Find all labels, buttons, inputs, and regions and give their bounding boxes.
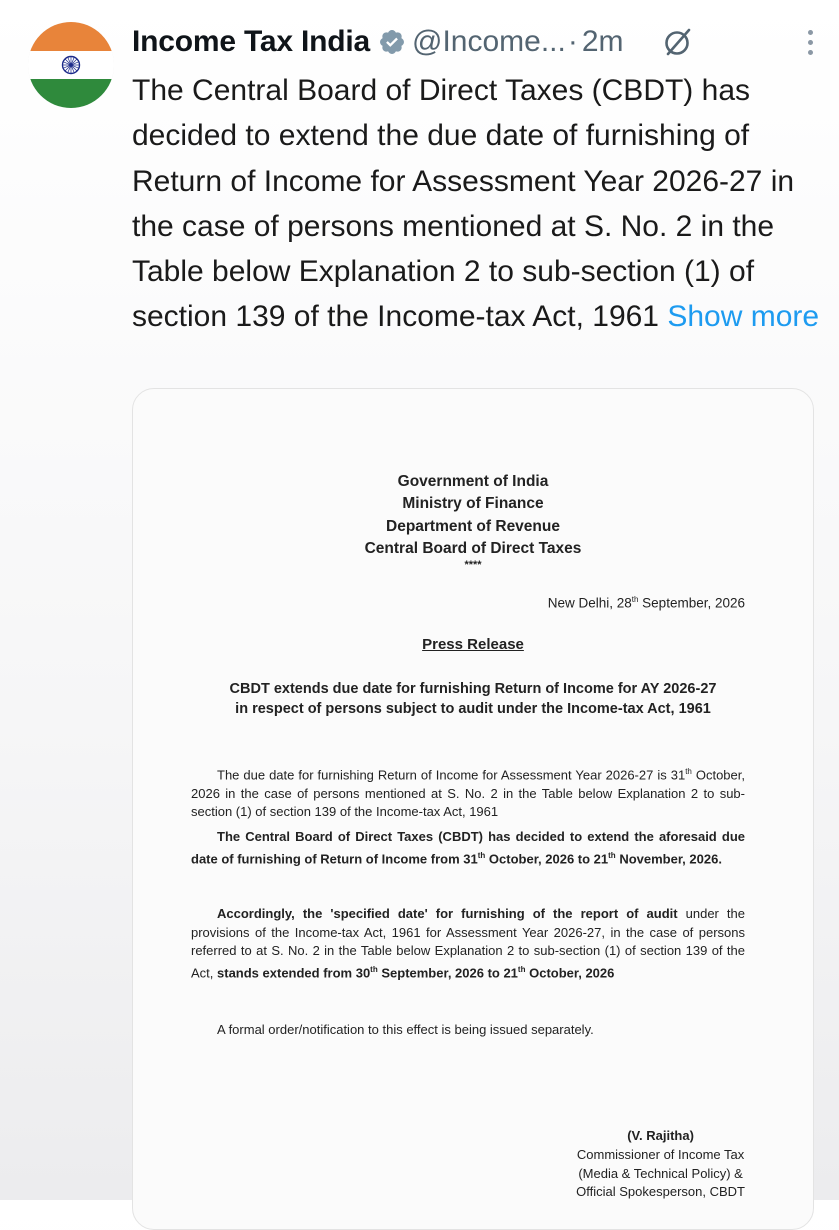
press-release-document — [133, 389, 813, 1229]
profile-avatar[interactable] — [28, 22, 114, 108]
doc-stars: **** — [464, 559, 482, 571]
doc-header-line: Department of Revenue — [386, 518, 560, 535]
doc-paragraph-4: A formal order/notification to this effect is being issued separately. — [217, 1022, 594, 1037]
doc-signature: (V. Rajitha) Commissioner of Income Tax (Media & Technical Policy) & Official Spokesperson, CBDT — [576, 1128, 745, 1200]
account-handle[interactable]: @Income... — [411, 25, 566, 58]
separator-dot: · — [567, 25, 578, 58]
doc-dateline: New Delhi, 28th September, 2026 — [547, 595, 745, 611]
doc-paragraph-1: The due date for furnishing Return of Income for Assessment Year 2026-27 is 31th October, 2026 in the case of persons mentioned at S. No. 2 in the Table below Explanation 2 to sub-section (1) of section 139 of the Income-tax Act, 1961 — [191, 767, 745, 820]
press-release-image[interactable] — [132, 388, 814, 1230]
doc-header-line: Ministry of Finance — [402, 495, 544, 512]
tweet-header — [132, 20, 822, 64]
doc-header-line: Central Board of Direct Taxes — [364, 540, 582, 557]
doc-paragraph-2: The Central Board of Direct Taxes (CBDT) has decided to extend the aforesaid due date of furnishing of Return of Income from 31th October, 2026 to 21th November, 2026. — [191, 829, 745, 866]
account-name[interactable]: Income Tax India — [132, 25, 370, 58]
doc-header-line: Government of India — [397, 473, 549, 490]
ashoka-chakra-icon — [61, 55, 81, 75]
more-options-icon[interactable] — [798, 26, 822, 58]
tweet-body: The Central Board of Direct Taxes (CBDT) has decided to extend the due date of furnishing of Return of Income for Assessment Year 2026-27 in the case of persons mentioned at S. No. 2 in the Table below Explanation 2 to sub-section (1) of section 139 of the Income-tax Act, 1961 — [132, 74, 795, 334]
grok-icon[interactable] — [662, 26, 694, 58]
doc-press-release-title: Press Release — [422, 636, 524, 653]
tweet-timestamp[interactable]: 2m — [581, 25, 624, 58]
tweet-text — [132, 68, 822, 340]
india-flag-image — [28, 22, 114, 108]
doc-paragraph-3: Accordingly, the 'specified date' for furnishing of the report of audit under the provisions of the Income-tax Act, 1961 for Assessment Year 2026-27, in the case of persons referred to at S. No. 2 in the Table below Explanation 2 to sub-section (1) of section 139 of the Act, stands extended from 30th September, 2026 to 21th October, 2026 — [191, 906, 746, 980]
show-more-link[interactable]: Show more — [667, 300, 820, 334]
doc-subject: CBDT extends due date for furnishing Return of Income for AY 2026-27 in respect of persons subject to audit under the Income-tax Act, 1961 — [229, 681, 717, 717]
verified-badge-icon[interactable] — [378, 28, 406, 56]
